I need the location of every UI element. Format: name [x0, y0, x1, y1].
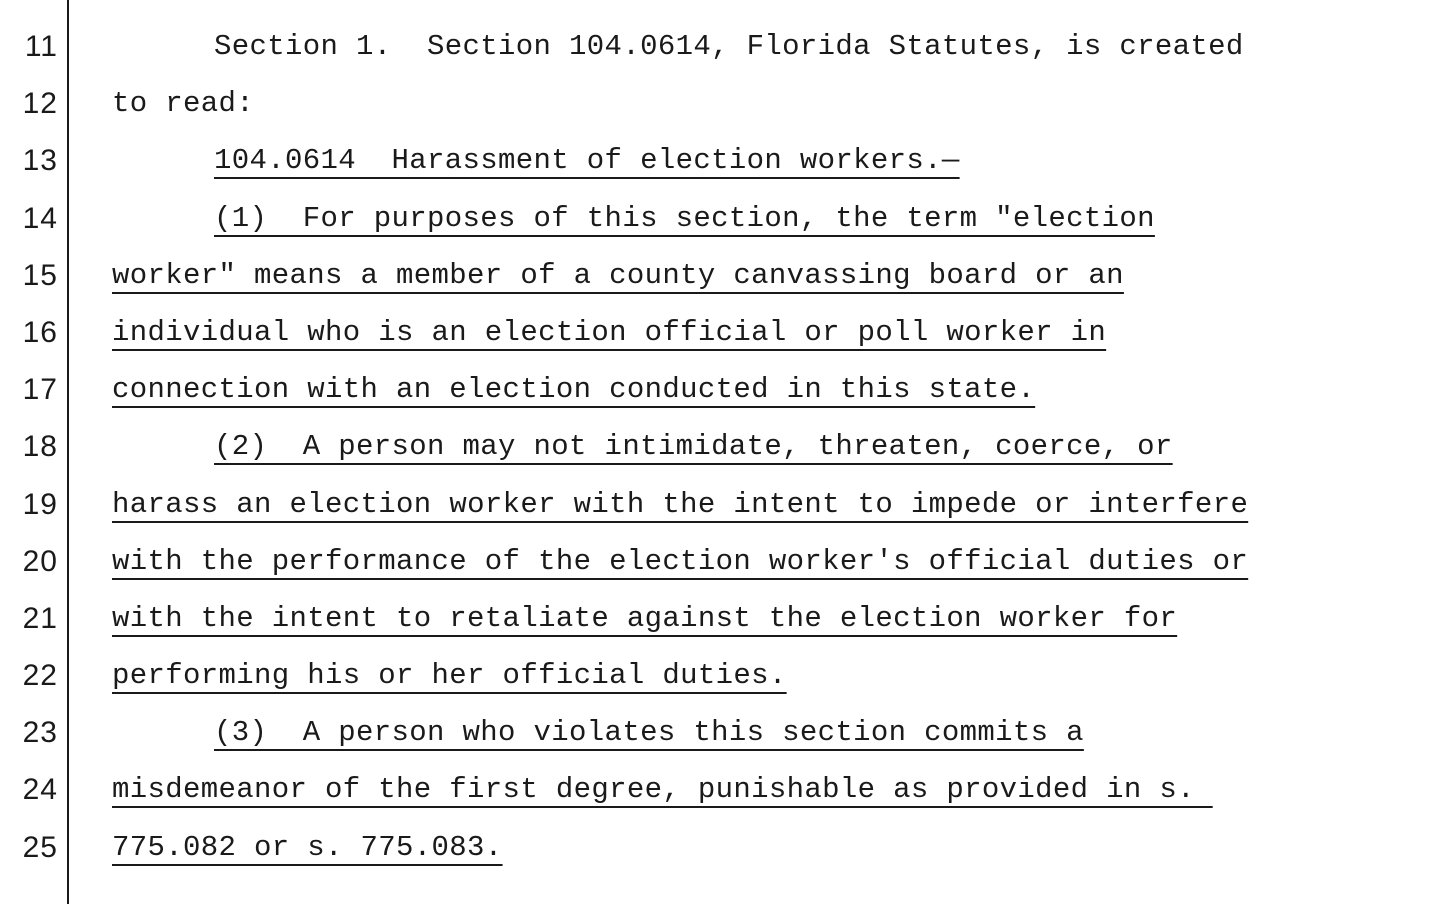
text-line-21	[112, 590, 1442, 647]
text-line-11: Section 1. Section 104.0614, Florida Statutes, is created	[214, 30, 1244, 63]
line-number: 14	[22, 201, 58, 235]
line-number: 25	[22, 830, 58, 864]
text-line-19	[112, 476, 1442, 533]
line-number: 13	[22, 144, 58, 178]
line-number: 18	[22, 430, 58, 464]
text-line-15	[112, 247, 1442, 304]
line-number: 23	[22, 716, 58, 750]
inserted-text: an election worker with the intent to impede or interfere	[218, 487, 1249, 521]
line-number: 17	[22, 373, 58, 407]
inserted-text: worker" means a member of a county canvassing board or an	[112, 258, 1124, 292]
line-number-margin-rule	[67, 0, 69, 904]
line-number: 22	[22, 659, 58, 693]
inserted-text: misdemeanor of the first degree, punishable as provided in s.	[112, 773, 1213, 807]
statute-body	[112, 18, 1442, 876]
text-line-13	[112, 132, 1442, 189]
inserted-text: performing his or her official duties.	[112, 659, 787, 693]
text-line-25	[112, 819, 1442, 876]
text-line-16	[112, 304, 1442, 361]
text-line-23	[112, 704, 1442, 761]
text-line-24	[112, 761, 1442, 818]
inserted-text: with the performance of the election worker's official duties or	[112, 544, 1249, 578]
text-line-18	[112, 418, 1442, 475]
subsection-1-start: (1) For purposes of this section, the term "election	[214, 201, 1155, 235]
inserted-text: individual who is an election official or poll worker in	[112, 315, 1107, 349]
line-number: 16	[22, 315, 58, 349]
inserted-text: with the intent to retaliate against the election worker for	[112, 601, 1178, 635]
line-number: 12	[22, 87, 58, 121]
text-line-20	[112, 533, 1442, 590]
line-number-column	[0, 18, 60, 876]
subsection-2-start: (2) A person may not intimidate, threaten, coerce, or	[214, 430, 1173, 464]
line-number: 21	[22, 601, 58, 635]
text-line-22	[112, 647, 1442, 704]
text-line-17	[112, 361, 1442, 418]
line-number: 15	[22, 258, 58, 292]
line-number: 19	[22, 487, 58, 521]
line-number: 20	[22, 544, 58, 578]
section-heading: 104.0614 Harassment of election workers.—	[214, 144, 960, 178]
inserted-text: connection with an election conducted in this state.	[112, 373, 1036, 407]
highlighted-word: harass	[112, 476, 219, 533]
inserted-text: 775.082 or s. 775.083.	[112, 830, 503, 864]
line-number: 24	[22, 773, 58, 807]
subsection-3-start: (3) A person who violates this section commits a	[214, 716, 1084, 750]
text-line-12: to read:	[112, 87, 255, 121]
text-line-14	[112, 190, 1442, 247]
line-number: 11	[24, 30, 58, 63]
